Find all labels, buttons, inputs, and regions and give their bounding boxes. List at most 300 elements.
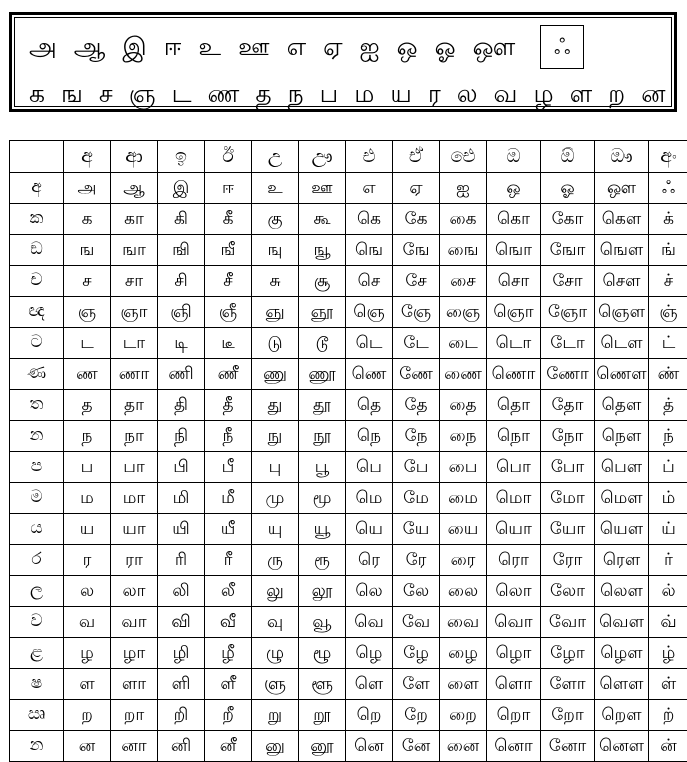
pure-consonant-cell: ர் <box>649 545 687 576</box>
table-row <box>10 514 687 545</box>
syllable-cell: ளௌ <box>595 669 649 700</box>
syllable-cell: மை <box>440 483 487 514</box>
syllable-cell: சே <box>393 266 440 297</box>
syllable-cell: மு <box>252 483 299 514</box>
consonant-glyph: வ <box>494 82 518 107</box>
table-row <box>10 452 687 483</box>
syllable-cell: னோ <box>541 731 595 762</box>
syllable-cell: னூ <box>299 731 346 762</box>
table-row <box>10 483 687 514</box>
pure-consonant-cell: ழ் <box>649 638 687 669</box>
syllable-cell: ழா <box>111 638 158 669</box>
syllable-cell: ரு <box>252 545 299 576</box>
syllable-cell: யூ <box>299 514 346 545</box>
syllable-cell: ளூ <box>299 669 346 700</box>
vowel-cell: உ <box>252 173 299 204</box>
consonant-glyph: ச <box>99 82 113 107</box>
syllable-cell: நே <box>393 421 440 452</box>
syllable-cell: ஞொ <box>487 297 541 328</box>
syllable-cell: பி <box>158 452 205 483</box>
syllable-cell: றெ <box>346 700 393 731</box>
syllable-cell: ளை <box>440 669 487 700</box>
syllable-cell: ழோ <box>541 638 595 669</box>
vowel-glyph: ஔ <box>473 35 516 60</box>
syllable-cell: தா <box>111 390 158 421</box>
syllabary-table <box>9 140 687 762</box>
syllable-cell: பொ <box>487 452 541 483</box>
syllable-cell: லௌ <box>595 576 649 607</box>
column-header: ඒ <box>393 141 440 173</box>
syllable-cell: டை <box>440 328 487 359</box>
syllable-cell: னை <box>440 731 487 762</box>
syllable-cell: நெ <box>346 421 393 452</box>
pure-consonant-cell: ண் <box>649 359 687 390</box>
column-header: ආ <box>111 141 158 173</box>
vowel-glyph: ஏ <box>323 35 342 60</box>
consonant-glyph: ண <box>208 82 240 107</box>
vowel-cell: ஆ <box>111 173 158 204</box>
table-row <box>10 390 687 421</box>
consonant-glyph: ர <box>428 82 441 107</box>
syllable-cell: வ <box>64 607 111 638</box>
table-row <box>10 173 687 204</box>
syllable-cell: யா <box>111 514 158 545</box>
syllable-cell: சி <box>158 266 205 297</box>
syllable-cell: ஞே <box>393 297 440 328</box>
syllable-cell: லீ <box>205 576 252 607</box>
pure-consonant-cell: க் <box>649 204 687 235</box>
column-header: ඓ <box>440 141 487 173</box>
syllable-cell: டா <box>111 328 158 359</box>
syllable-cell: வோ <box>541 607 595 638</box>
syllable-cell: வே <box>393 607 440 638</box>
vowel-cell: ஏ <box>393 173 440 204</box>
syllable-cell: றி <box>158 700 205 731</box>
syllable-cell: மீ <box>205 483 252 514</box>
syllable-cell: போ <box>541 452 595 483</box>
syllable-cell: டி <box>158 328 205 359</box>
vowel-strip <box>29 24 663 70</box>
syllable-cell: ணா <box>111 359 158 390</box>
syllable-cell: ழே <box>393 638 440 669</box>
syllable-cell: ளா <box>111 669 158 700</box>
alphabet-header-panel <box>9 12 677 112</box>
column-header: ඊ <box>205 141 252 173</box>
column-header: ඉ <box>158 141 205 173</box>
syllable-cell: கே <box>393 204 440 235</box>
syllable-cell: றொ <box>487 700 541 731</box>
syllable-cell: கை <box>440 204 487 235</box>
syllable-cell: டே <box>393 328 440 359</box>
consonant-glyph: ழ <box>533 82 553 107</box>
pure-consonant-cell: வ் <box>649 607 687 638</box>
syllable-cell: நி <box>158 421 205 452</box>
syllable-cell: மி <box>158 483 205 514</box>
syllable-cell: தூ <box>299 390 346 421</box>
table-row <box>10 545 687 576</box>
syllable-cell: லொ <box>487 576 541 607</box>
syllable-cell: ஙு <box>252 235 299 266</box>
pure-consonant-cell: ம் <box>649 483 687 514</box>
syllable-cell: பு <box>252 452 299 483</box>
pure-consonant-cell: ள் <box>649 669 687 700</box>
row-key-cell: ට <box>10 328 64 359</box>
consonant-glyph: ள <box>570 82 593 107</box>
syllable-cell: னொ <box>487 731 541 762</box>
syllabary-table-head <box>10 141 687 173</box>
syllable-cell: ணோ <box>541 359 595 390</box>
row-key-cell: ඍ <box>10 700 64 731</box>
syllable-cell: ழௌ <box>595 638 649 669</box>
consonant-glyph: த <box>255 82 271 107</box>
alphabet-header-inner-border <box>14 17 672 107</box>
syllable-cell: ஙே <box>393 235 440 266</box>
syllable-cell: னா <box>111 731 158 762</box>
syllable-cell: யி <box>158 514 205 545</box>
row-key-cell: ච <box>10 266 64 297</box>
syllable-cell: ழூ <box>299 638 346 669</box>
syllable-cell: ஞெ <box>346 297 393 328</box>
column-header: අං <box>649 141 687 173</box>
syllable-cell: ப <box>64 452 111 483</box>
syllable-cell: வெ <box>346 607 393 638</box>
syllable-cell: ரௌ <box>595 545 649 576</box>
table-row <box>10 266 687 297</box>
pure-consonant-cell: ல் <box>649 576 687 607</box>
syllable-cell: யு <box>252 514 299 545</box>
consonant-glyph: க <box>29 82 45 107</box>
syllable-cell: யௌ <box>595 514 649 545</box>
vowel-glyph: அ <box>29 35 57 60</box>
syllable-cell: சா <box>111 266 158 297</box>
syllable-cell: ல <box>64 576 111 607</box>
vowel-cell: ஒ <box>487 173 541 204</box>
syllable-cell: க <box>64 204 111 235</box>
syllable-cell: ணே <box>393 359 440 390</box>
row-key-cell: ර <box>10 545 64 576</box>
consonant-glyph: ற <box>608 82 625 107</box>
syllable-cell: னெ <box>346 731 393 762</box>
syllable-cell: றூ <box>299 700 346 731</box>
syllable-cell: ளு <box>252 669 299 700</box>
syllable-cell: வு <box>252 607 299 638</box>
syllable-cell: டோ <box>541 328 595 359</box>
syllable-cell: வீ <box>205 607 252 638</box>
column-header: ඔ <box>487 141 541 173</box>
consonant-glyph: ங <box>61 82 83 107</box>
syllable-cell: ளீ <box>205 669 252 700</box>
syllable-cell: ட <box>64 328 111 359</box>
row-key-cell: ක <box>10 204 64 235</box>
table-row <box>10 297 687 328</box>
table-row <box>10 204 687 235</box>
consonant-glyph: ஞ <box>129 82 156 107</box>
syllable-cell: லெ <box>346 576 393 607</box>
syllable-cell: நு <box>252 421 299 452</box>
syllable-cell: ஞோ <box>541 297 595 328</box>
syllable-cell: ள <box>64 669 111 700</box>
vowel-cell: இ <box>158 173 205 204</box>
syllable-cell: யோ <box>541 514 595 545</box>
pure-consonant-cell: ற் <box>649 700 687 731</box>
syllable-cell: லே <box>393 576 440 607</box>
pure-consonant-cell: ங் <box>649 235 687 266</box>
syllable-cell: கா <box>111 204 158 235</box>
syllable-cell: ழ <box>64 638 111 669</box>
syllable-cell: ற <box>64 700 111 731</box>
syllable-cell: பெ <box>346 452 393 483</box>
syllable-cell: யொ <box>487 514 541 545</box>
syllable-cell: ணௌ <box>595 359 649 390</box>
syllable-cell: ழை <box>440 638 487 669</box>
syllable-cell: ஙௌ <box>595 235 649 266</box>
pure-consonant-cell: ப் <box>649 452 687 483</box>
consonant-glyph: ய <box>390 82 411 107</box>
syllable-cell: மோ <box>541 483 595 514</box>
table-row <box>10 576 687 607</box>
syllable-cell: கௌ <box>595 204 649 235</box>
syllable-cell: ணை <box>440 359 487 390</box>
vowel-glyph: ஈ <box>164 35 182 60</box>
syllable-cell: ச <box>64 266 111 297</box>
syllable-cell: பே <box>393 452 440 483</box>
pure-consonant-cell: ஞ் <box>649 297 687 328</box>
syllable-cell: சௌ <box>595 266 649 297</box>
syllable-cell: ய <box>64 514 111 545</box>
syllabary-grid-wrapper <box>9 140 678 762</box>
syllable-cell: லி <box>158 576 205 607</box>
syllable-cell: ணீ <box>205 359 252 390</box>
syllable-cell: மூ <box>299 483 346 514</box>
syllable-cell: ரி <box>158 545 205 576</box>
syllable-cell: ஞௌ <box>595 297 649 328</box>
syllable-cell: பா <box>111 452 158 483</box>
row-key-cell: ඞ <box>10 235 64 266</box>
syllable-cell: சோ <box>541 266 595 297</box>
vowel-cell: ஔ <box>595 173 649 204</box>
column-header: ඖ <box>595 141 649 173</box>
syllable-cell: ஙோ <box>541 235 595 266</box>
pure-consonant-cell: ட் <box>649 328 687 359</box>
syllable-cell: நோ <box>541 421 595 452</box>
column-header: එ <box>346 141 393 173</box>
row-key-cell: ව <box>10 607 64 638</box>
table-row <box>10 421 687 452</box>
syllable-cell: ழெ <box>346 638 393 669</box>
row-key-cell: න <box>10 731 64 762</box>
syllable-cell: ரை <box>440 545 487 576</box>
row-key-cell: ත <box>10 390 64 421</box>
vowel-cell: ஐ <box>440 173 487 204</box>
syllable-cell: லா <box>111 576 158 607</box>
vowel-glyph: உ <box>198 35 221 60</box>
row-key-cell: ල <box>10 576 64 607</box>
syllable-cell: ழி <box>158 638 205 669</box>
syllable-cell: ளே <box>393 669 440 700</box>
syllable-cell: ரோ <box>541 545 595 576</box>
syllable-cell: ஙெ <box>346 235 393 266</box>
syllable-cell: லு <box>252 576 299 607</box>
syllable-cell: சீ <box>205 266 252 297</box>
syllable-cell: நொ <box>487 421 541 452</box>
syllable-cell: வை <box>440 607 487 638</box>
syllable-cell: யெ <box>346 514 393 545</box>
aytham-box: ஃ <box>540 25 584 69</box>
syllable-cell: கி <box>158 204 205 235</box>
syllable-cell: ளி <box>158 669 205 700</box>
row-key-cell: ණ <box>10 359 64 390</box>
syllable-cell: பூ <box>299 452 346 483</box>
syllable-cell: ரீ <box>205 545 252 576</box>
syllable-cell: னௌ <box>595 731 649 762</box>
syllable-cell: யை <box>440 514 487 545</box>
syllable-cell: னி <box>158 731 205 762</box>
syllable-cell: செ <box>346 266 393 297</box>
syllable-cell: ங <box>64 235 111 266</box>
syllable-cell: ர <box>64 545 111 576</box>
syllable-cell: நை <box>440 421 487 452</box>
syllable-cell: மே <box>393 483 440 514</box>
syllable-cell: தெ <box>346 390 393 421</box>
syllable-cell: ஞை <box>440 297 487 328</box>
row-key-cell: ෂ <box>10 669 64 700</box>
table-corner-cell <box>10 141 64 173</box>
syllable-cell: தை <box>440 390 487 421</box>
syllable-cell: று <box>252 700 299 731</box>
consonant-glyph: ட <box>172 82 192 107</box>
row-key-cell: ප <box>10 452 64 483</box>
syllable-cell: டீ <box>205 328 252 359</box>
syllable-cell: கொ <box>487 204 541 235</box>
syllable-cell: ழீ <box>205 638 252 669</box>
syllable-cell: தீ <box>205 390 252 421</box>
syllable-cell: டு <box>252 328 299 359</box>
vowel-cell: ஓ <box>541 173 595 204</box>
syllable-cell: வா <box>111 607 158 638</box>
column-header: උ <box>252 141 299 173</box>
syllable-cell: னே <box>393 731 440 762</box>
column-header: ඕ <box>541 141 595 173</box>
syllable-cell: றை <box>440 700 487 731</box>
table-row <box>10 607 687 638</box>
vowel-glyph: ஊ <box>238 35 269 60</box>
syllable-cell: பீ <box>205 452 252 483</box>
syllable-cell: ஙீ <box>205 235 252 266</box>
syllable-cell: ஙி <box>158 235 205 266</box>
syllable-cell: தோ <box>541 390 595 421</box>
row-key-cell: න <box>10 421 64 452</box>
vowel-cell: அ <box>64 173 111 204</box>
syllable-cell: ந <box>64 421 111 452</box>
syllable-cell: றௌ <box>595 700 649 731</box>
syllable-cell: ன <box>64 731 111 762</box>
syllable-cell: ஞ <box>64 297 111 328</box>
syllable-cell: மொ <box>487 483 541 514</box>
pure-consonant-cell: த் <box>649 390 687 421</box>
syllable-cell: ஙொ <box>487 235 541 266</box>
table-row <box>10 638 687 669</box>
vowel-cell: எ <box>346 173 393 204</box>
syllable-cell: றோ <box>541 700 595 731</box>
syllable-cell: ஞா <box>111 297 158 328</box>
column-header: අ <box>64 141 111 173</box>
syllable-cell: ழு <box>252 638 299 669</box>
table-row <box>10 359 687 390</box>
syllable-cell: லோ <box>541 576 595 607</box>
consonant-glyph: ல <box>457 82 478 107</box>
table-row <box>10 700 687 731</box>
syllable-cell: மௌ <box>595 483 649 514</box>
syllable-cell: ஞூ <box>299 297 346 328</box>
syllable-cell: ரா <box>111 545 158 576</box>
syllable-cell: கெ <box>346 204 393 235</box>
syllable-cell: னு <box>252 731 299 762</box>
syllable-cell: யே <box>393 514 440 545</box>
table-header-row <box>10 141 687 173</box>
consonant-glyph: ம <box>354 82 374 107</box>
syllable-cell: ணூ <box>299 359 346 390</box>
syllable-cell: நௌ <box>595 421 649 452</box>
syllable-cell: னீ <box>205 731 252 762</box>
syllable-cell: ணெ <box>346 359 393 390</box>
column-header: ඌ <box>299 141 346 173</box>
syllable-cell: ணு <box>252 359 299 390</box>
syllable-cell: பை <box>440 452 487 483</box>
syllable-cell: ளோ <box>541 669 595 700</box>
vowel-cell: ஈ <box>205 173 252 204</box>
row-key-cell: අ <box>10 173 64 204</box>
row-key-cell: ඥ <box>10 297 64 328</box>
consonant-glyph: ந <box>288 82 304 107</box>
row-key-cell: ම <box>10 483 64 514</box>
syllable-cell: ண <box>64 359 111 390</box>
table-row <box>10 669 687 700</box>
syllable-cell: ஙூ <box>299 235 346 266</box>
syllable-cell: ணொ <box>487 359 541 390</box>
syllable-cell: தௌ <box>595 390 649 421</box>
syllable-cell: சொ <box>487 266 541 297</box>
vowel-glyph: ஐ <box>360 35 380 60</box>
pure-consonant-cell: ஃ <box>649 173 687 204</box>
syllable-cell: கீ <box>205 204 252 235</box>
syllable-cell: நா <box>111 421 158 452</box>
syllable-cell: ழொ <box>487 638 541 669</box>
syllable-cell: ம <box>64 483 111 514</box>
row-key-cell: ය <box>10 514 64 545</box>
pure-consonant-cell: ந் <box>649 421 687 452</box>
syllable-cell: ளொ <box>487 669 541 700</box>
vowel-glyph: எ <box>287 35 307 60</box>
syllable-cell: பௌ <box>595 452 649 483</box>
syllable-cell: தே <box>393 390 440 421</box>
syllable-cell: ஞு <box>252 297 299 328</box>
syllable-cell: து <box>252 390 299 421</box>
consonant-strip <box>29 74 663 114</box>
syllable-cell: கூ <box>299 204 346 235</box>
pure-consonant-cell: ய் <box>649 514 687 545</box>
syllable-cell: ளெ <box>346 669 393 700</box>
syllable-cell: யீ <box>205 514 252 545</box>
syllable-cell: ரெ <box>346 545 393 576</box>
syllable-cell: நீ <box>205 421 252 452</box>
syllable-cell: சு <box>252 266 299 297</box>
syllable-cell: றே <box>393 700 440 731</box>
vowel-glyph: ஒ <box>397 35 418 60</box>
syllable-cell: லூ <box>299 576 346 607</box>
vowel-glyph: ஓ <box>435 35 456 60</box>
syllable-cell: ணி <box>158 359 205 390</box>
table-row <box>10 235 687 266</box>
